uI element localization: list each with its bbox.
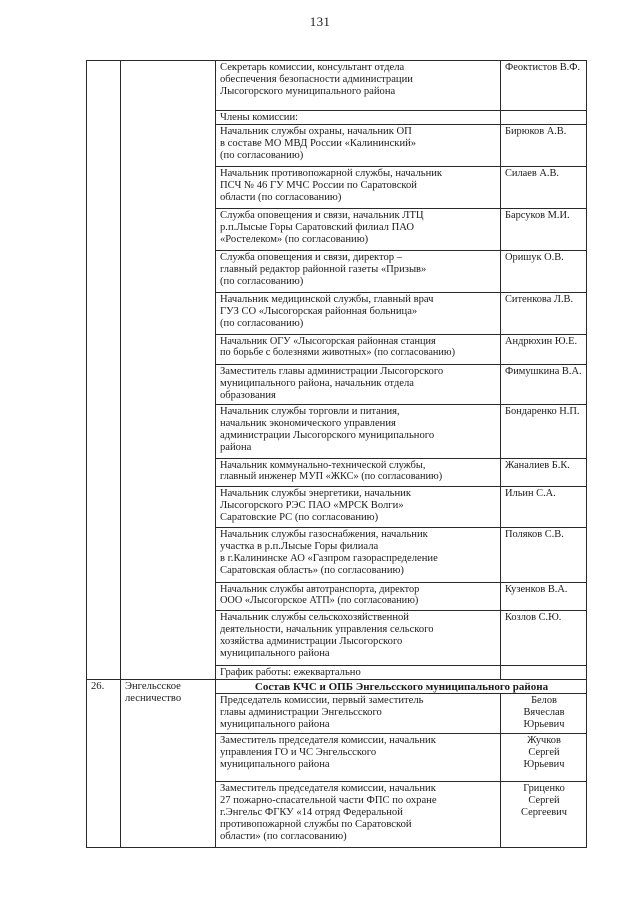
name-cell: Козлов С.Ю. [501, 611, 587, 666]
section-heading: Состав КЧС и ОПБ Энгельсского муниципального района [216, 680, 587, 694]
position-cell: Заместитель председателя комиссии, начальник управления ГО и ЧС Энгельсского муниципального района [216, 734, 501, 782]
name-cell: Оришук О.В. [501, 251, 587, 293]
position-cell: Заместитель председателя комиссии, начальник 27 пожарно-спасательной части ФПС по охране г.Энгельс ФГКУ «14 отряд Федеральной противопожарной службы по Саратовской области» (по согласованию) [216, 782, 501, 848]
name-cell: Бондаренко Н.П. [501, 405, 587, 459]
name-cell [501, 666, 587, 680]
position-cell: Члены комиссии: [216, 111, 501, 125]
name-cell: Кузенков В.А. [501, 583, 587, 611]
area-cell [121, 61, 216, 680]
table-row [87, 61, 587, 111]
name-cell: Силаев А.В. [501, 167, 587, 209]
name-cell: Барсуков М.И. [501, 209, 587, 251]
position-cell: Начальник службы торговли и питания, начальник экономического управления администрации Лысогорского муниципального района [216, 405, 501, 459]
position-cell: Начальник службы охраны, начальник ОП в составе МО МВД России «Калининский» (по согласованию) [216, 125, 501, 167]
name-cell: Жучков Сергей Юрьевич [501, 734, 587, 782]
position-cell: Заместитель главы администрации Лысогорского муниципального района, начальник отдела образования [216, 365, 501, 405]
table-row [87, 680, 587, 694]
name-cell: Гриценко Сергей Сергеевич [501, 782, 587, 848]
name-cell: Бирюков А.В. [501, 125, 587, 167]
name-cell: Феоктистов В.Ф. [501, 61, 587, 111]
row-number-cell: 26. [87, 680, 121, 848]
page-number: 131 [309, 14, 331, 29]
name-cell: Жаналиев Б.К. [501, 459, 587, 487]
name-cell: Поляков С.В. [501, 528, 587, 583]
name-cell: Белов Вячеслав Юрьевич [501, 694, 587, 734]
name-cell: Фимушкина В.А. [501, 365, 587, 405]
area-cell: Энгельсское лесничество [121, 680, 216, 848]
position-cell: Служба оповещения и связи, начальник ЛТЦ р.п.Лысые Горы Саратовский филиал ПАО «Ростелеком» (по согласованию) [216, 209, 501, 251]
commission-table [86, 60, 587, 848]
row-number-cell [87, 61, 121, 680]
position-cell: Начальник медицинской службы, главный врач ГУЗ СО «Лысогорская районная больница» (по согласованию) [216, 293, 501, 335]
position-cell: Начальник коммунально-технической службы, главный инженер МУП «ЖКС» (по согласованию) [216, 459, 501, 487]
name-cell: Ситенкова Л.В. [501, 293, 587, 335]
position-cell: Секретарь комиссии, консультант отдела обеспечения безопасности администрации Лысогорского муниципального района [216, 61, 501, 111]
position-cell: Начальник службы сельскохозяйственной деятельности, начальник управления сельского хозяйства администрации Лысогорского муниципального района [216, 611, 501, 666]
schedule-cell: График работы: ежеквартально [216, 666, 501, 680]
position-cell: Служба оповещения и связи, директор – главный редактор районной газеты «Призыв» (по согласованию) [216, 251, 501, 293]
position-cell: Начальник службы газоснабжения, начальник участка в р.п.Лысые Горы филиала в г.Калининске АО «Газпром газораспределение Саратовская область» (по согласованию) [216, 528, 501, 583]
position-cell: Начальник службы энергетики, начальник Лысогорского РЭС ПАО «МРСК Волги» Саратовские РС (по согласованию) [216, 487, 501, 528]
name-cell: Ильин С.А. [501, 487, 587, 528]
position-cell: Начальник службы автотранспорта, директор ООО «Лысогорское АТП» (по согласованию) [216, 583, 501, 611]
position-cell: Председатель комиссии, первый заместитель главы администрации Энгельсского муниципального района [216, 694, 501, 734]
position-cell: Начальник противопожарной службы, начальник ПСЧ № 46 ГУ МЧС России по Саратовской области (по согласованию) [216, 167, 501, 209]
name-cell [501, 111, 587, 125]
name-cell: Андрюхин Ю.Е. [501, 335, 587, 365]
position-cell: Начальник ОГУ «Лысогорская районная станция по борьбе с болезнями животных» (по согласованию) [216, 335, 501, 365]
